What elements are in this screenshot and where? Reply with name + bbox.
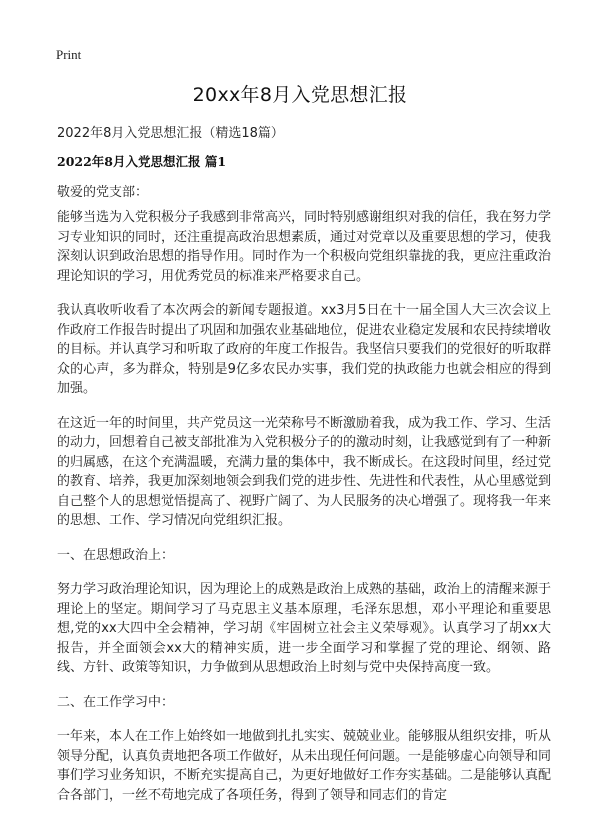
document-title: 20xx年8月入党思想汇报 <box>192 84 408 106</box>
subsection-heading: 二、在工作学习中： <box>57 694 175 710</box>
paragraph: 我认真收听收看了本次两会的新闻专题报道。xx3月5日在十一届全国人大三次会议上作政府工作报告时提出了巩固和加强农业基础地位，促进农业稳定发展和农民持续增收的目标。并认真学习和听取了政府的年度工作报告。我坚信只要我们的党很好的听取群众的心声，多为群众，特别是9亿多农民办实事，我们党的执政能力也就会相应的得到加强。 <box>57 303 552 396</box>
document-subtitle: 2022年8月入党思想汇报（精选18篇） <box>57 126 284 141</box>
paragraph: 一年来，本人在工作上始终如一地做到扎扎实实、兢兢业业。能够服从组织安排，听从领导分配，认真负责地把各项工作做好，从未出现任何问题。一是能够虚心向领导和同事们学习业务知识，不断充实提高自己，为更好地做好工作夯实基础。二是能够认真配合各部门，一丝不苟地完成了各项任务，得到了领导和同志们的肯定 <box>57 729 552 803</box>
letter-body <box>57 208 551 820</box>
paragraph: 在这近一年的时间里，共产党员这一光荣称号不断激励着我，成为我工作、学习、生活的动力，回想着自己被支部批准为入党积极分子的的激动时刻，让我感觉到有了一种新的归属感，在这个充满温暖，充满力量的集体中，我不断成长。在这段时间里，经过党的教育、培养，我更加深刻地领会到我们党的进步性、先进性和代表性，从心里感觉到自己整个人的思想觉悟提高了、视野广阔了、为人民服务的决心增强了。现将我一年来的思想、工作、学习情况向党组织汇报。 <box>57 415 552 528</box>
print-link[interactable]: Print <box>56 47 82 62</box>
salutation: 敬爱的党支部： <box>57 185 149 200</box>
paragraph: 能够当选为入党积极分子我感到非常高兴，同时特别感谢组织对我的信任，我在努力学习专业知识的同时，还注重提高政治思想素质，通过对党章以及重要思想的学习，使我深刻认识到政治思想的指导作用。同时作为一个积极向党组织靠拢的我，更应注重政治理论知识的学习，用优秀党员的标准来严格要求自己。 <box>57 210 552 284</box>
subsection-heading: 一、在思想政治上： <box>57 547 175 563</box>
paragraph: 努力学习政治理论知识，因为理论上的成熟是政治上成熟的基础，政治上的清醒来源于理论上的坚定。期间学习了马克思主义基本原理，毛泽东思想，邓小平理论和重要思想,党的xx大四中全会精神，学习胡《牢固树立社会主义荣辱观》。认真学习了胡xx大报告，并全面领会xx大的精神实质，进一步全面学习和掌握了党的理论、纲领、路线、方针、政策等知识，力争做到从思想政治上时刻与党中央保持高度一致。 <box>57 582 552 675</box>
section-heading: 2022年8月入党思想汇报 篇1 <box>57 154 227 169</box>
